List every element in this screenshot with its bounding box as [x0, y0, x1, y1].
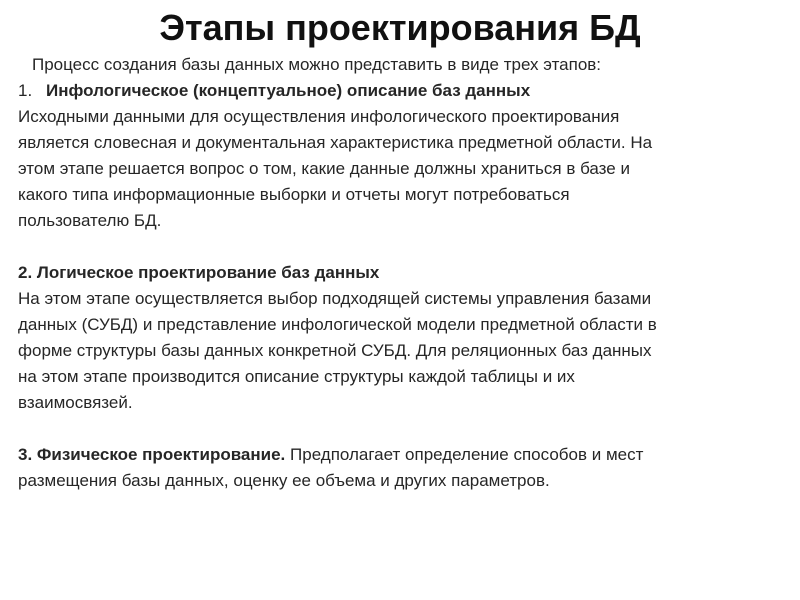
stage2-line: данных (СУБД) и представление инфологической модели предметной области в: [18, 315, 657, 334]
stage3-first-line: [18, 442, 788, 468]
stage2-line: взаимосвязей.: [18, 393, 133, 412]
slide-title: Этапы проектирования БД: [159, 7, 641, 48]
intro-text: Процесс создания базы данных можно представить в виде трех этапов:: [32, 55, 602, 74]
stage2-line: форме структуры базы данных конкретной СУБД. Для реляционных баз данных: [18, 341, 652, 360]
stage3-heading: 3. Физическое проектирование.: [18, 445, 286, 464]
stage1-heading-text: Инфологическое (концептуальное) описание баз данных: [46, 81, 531, 100]
stage1-number: 1.: [18, 81, 33, 100]
stage1-line: этом этапе решается вопрос о том, какие данные должны храниться в базе и: [18, 159, 630, 178]
stage3-line: размещения базы данных, оценку ее объема и других параметров.: [18, 471, 550, 490]
stage1-line: какого типа информационные выборки и отчеты могут потребоваться: [18, 185, 570, 204]
stage2-line: На этом этапе осуществляется выбор подходящей системы управления базами: [18, 289, 652, 308]
paragraph-spacer: [18, 234, 788, 260]
stage3-line1-rest: Предполагает определение способов и мест: [285, 445, 644, 464]
stage2-line: на этом этапе производится описание структуры каждой таблицы и их: [18, 367, 575, 386]
paragraph-spacer: [18, 416, 788, 442]
slide-content: [18, 52, 788, 494]
stage1-line: Исходными данными для осуществления инфологического проектирования: [18, 107, 620, 126]
stage2-heading: 2. Логическое проектирование баз данных: [18, 263, 380, 282]
stage1-line: является словесная и документальная характеристика предметной области. На: [18, 133, 653, 152]
stage1-line: пользователю БД.: [18, 211, 162, 230]
stage1-heading: [18, 78, 788, 104]
